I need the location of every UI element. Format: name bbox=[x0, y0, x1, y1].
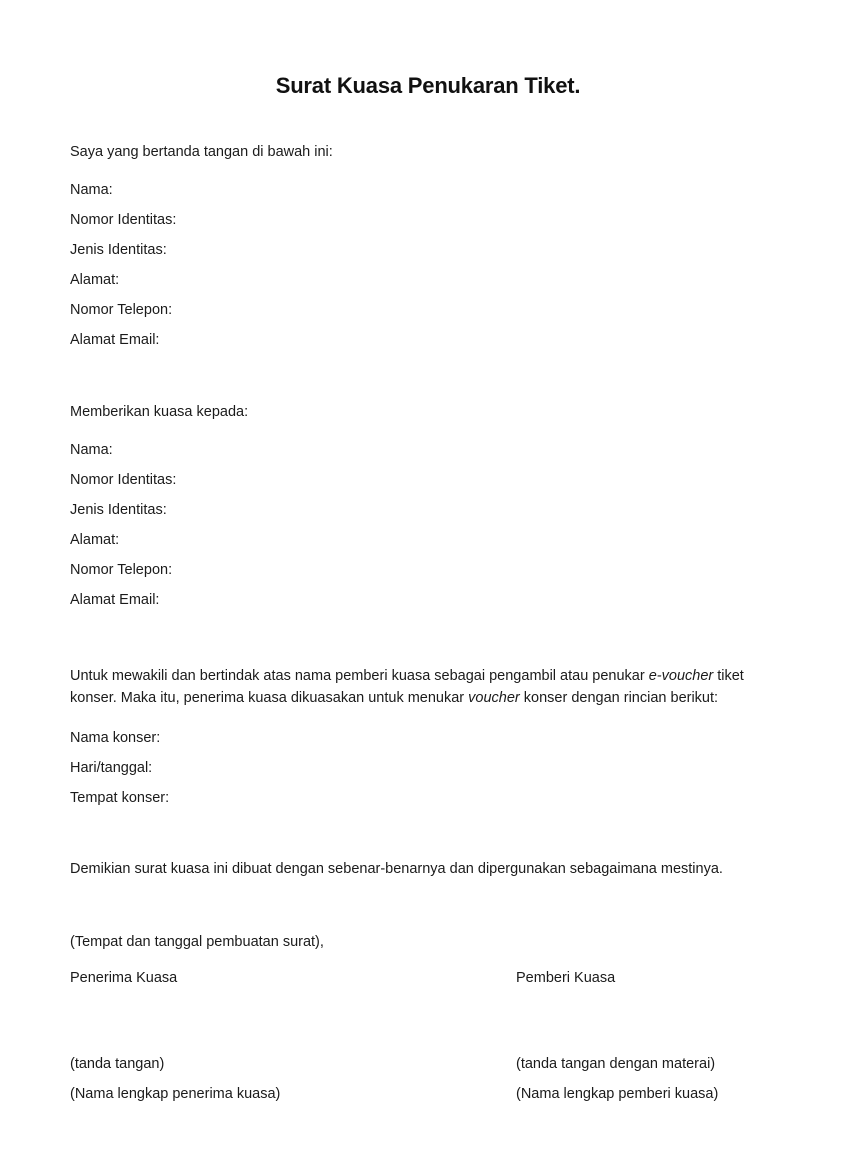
field-label: Nomor Telepon: bbox=[70, 301, 173, 318]
field-label: Nama: bbox=[70, 441, 113, 458]
signature-name-note: (Nama lengkap pemberi kuasa) bbox=[516, 1086, 719, 1102]
section-spacer bbox=[70, 806, 770, 858]
section-spacer bbox=[70, 949, 770, 971]
grantor-field-list bbox=[70, 183, 770, 348]
page-title: Surat Kuasa Penukaran Tiket. bbox=[275, 72, 581, 98]
signature-column-grantee bbox=[70, 971, 280, 1102]
field-label: Jenis Identitas: bbox=[70, 501, 167, 518]
authorization-text-part-2: tiket konser. Maka itu, penerima kuasa dikuasakan untuk menukar bbox=[70, 668, 744, 706]
place-and-date-line: (Tempat dan tanggal pembuatan surat), bbox=[70, 933, 324, 950]
signature-space bbox=[70, 986, 280, 1057]
signature-note: (tanda tangan) bbox=[70, 1055, 165, 1072]
section-spacer bbox=[70, 347, 770, 405]
closing-paragraph: Demikian surat kuasa ini dibuat dengan sebenar-benarnya dan dipergunakan sebagaimana mestinya. bbox=[70, 860, 723, 877]
authorization-italic-e-voucher: e-voucher bbox=[648, 668, 714, 684]
document-body bbox=[70, 144, 770, 1102]
field-label: Alamat Email: bbox=[70, 591, 160, 608]
signature-role-label: Pemberi Kuasa bbox=[516, 970, 616, 986]
grantee-lead-text: Memberikan kuasa kepada: bbox=[70, 404, 249, 420]
grantor-lead-text: Saya yang bertanda tangan di bawah ini: bbox=[70, 144, 333, 160]
signature-column-grantor bbox=[516, 971, 718, 1102]
concert-detail-list bbox=[70, 731, 770, 806]
field-label: Nomor Telepon: bbox=[70, 561, 173, 578]
section-spacer bbox=[70, 880, 770, 935]
field-label: Alamat: bbox=[70, 531, 120, 548]
signature-role-label: Penerima Kuasa bbox=[70, 970, 178, 986]
field-label: Tempat konser: bbox=[70, 790, 170, 806]
field-label: Nomor Identitas: bbox=[70, 211, 177, 228]
authorization-text-part-3: konser dengan rincian berikut: bbox=[519, 690, 719, 706]
signature-space bbox=[516, 986, 718, 1057]
field-label: Jenis Identitas: bbox=[70, 241, 167, 258]
signature-name-note: (Nama lengkap penerima kuasa) bbox=[70, 1086, 281, 1102]
section-spacer bbox=[70, 607, 770, 665]
field-label: Nama konser: bbox=[70, 730, 161, 746]
signature-note: (tanda tangan dengan materai) bbox=[516, 1055, 716, 1072]
authorization-paragraph bbox=[70, 665, 770, 709]
field-label: Nama: bbox=[70, 181, 113, 198]
authorization-italic-voucher: voucher bbox=[468, 690, 520, 706]
field-label: Alamat Email: bbox=[70, 331, 160, 348]
grantee-field-list bbox=[70, 443, 770, 608]
field-label: Hari/tanggal: bbox=[70, 760, 153, 776]
field-label: Nomor Identitas: bbox=[70, 471, 177, 488]
field-label: Alamat: bbox=[70, 271, 120, 288]
paragraph-spacer bbox=[70, 709, 770, 731]
authorization-text-part-1: Untuk mewakili dan bertindak atas nama pemberi kuasa sebagai pengambil atau penukar bbox=[70, 668, 649, 684]
